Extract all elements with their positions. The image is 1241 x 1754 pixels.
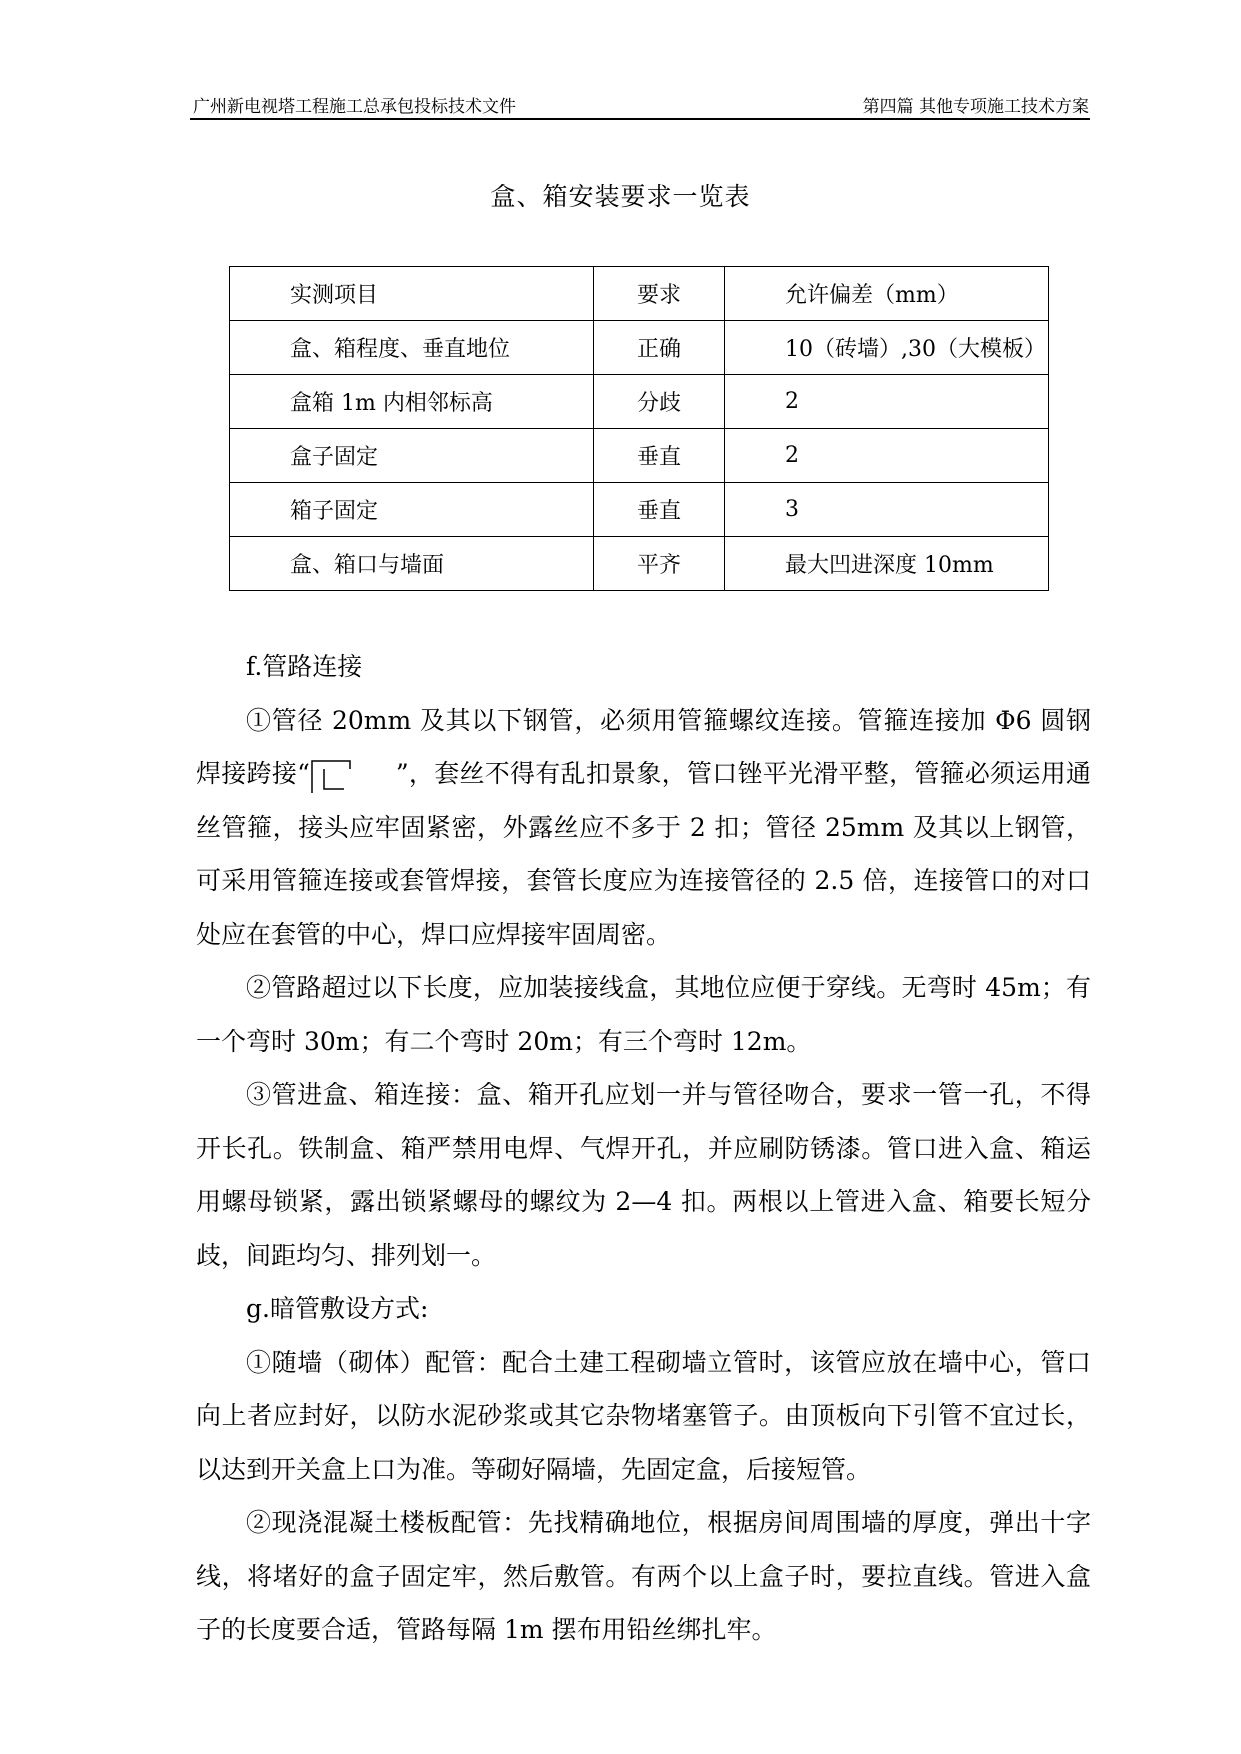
cell-requirement: 垂直 (594, 483, 725, 537)
paragraph-f2: ②管路超过以下长度，应加装接线盒，其地位应便于穿线。无弯时 45m；有一个弯时 30m；有二个弯时 20m；有三个弯时 12m。 (196, 973, 1091, 1056)
cell-tolerance: 最大凹进深度 10mm (725, 537, 1049, 591)
cell-tolerance: 2 (725, 375, 1049, 429)
table-row (230, 321, 1049, 375)
paragraph-f1-part-b: ”，套丝不得有乱扣景象，管口锉平光滑平整，管箍必须运用通丝管箍，接头应牢固紧密，外露丝应不多于 2 扣；管径 25mm 及其以上钢管，可采用管箍连接或套管焊接，套管长度应为连接管径的 2.5 倍，连接管口的对口处应在套管的中心，焊口应焊接牢固周密。 (196, 759, 1091, 949)
header-cell-requirement: 要求 (594, 267, 725, 321)
requirements-table (229, 266, 1049, 591)
cell-tolerance: 2 (725, 429, 1049, 483)
header-left-text: 广州新电视塔工程施工总承包投标技术文件 (193, 97, 516, 117)
cell-requirement: 平齐 (594, 537, 725, 591)
cell-item: 盒、箱口与墙面 (230, 537, 594, 591)
cell-item: 盒子固定 (230, 429, 594, 483)
header-cell-tolerance: 允许偏差（mm） (725, 267, 1049, 321)
paragraph-f1-part-a: ①管径 20mm 及其以下钢管，必须用管箍螺纹连接。管箍连接加 Φ6 圆钢焊接跨接“ (196, 705, 1091, 788)
paragraph-f3: ③管进盒、箱连接：盒、箱开孔应划一并与管径吻合，要求一管一孔，不得开长孔。铁制盒、箱严禁用电焊、气焊开孔，并应刷防锈漆。管口进入盒、箱运用螺母锁紧，露出锁紧螺母的螺纹为 2—4 扣。两根以上管进入盒、箱要长短分歧，间距均匀、排列划一。 (196, 1080, 1091, 1270)
cell-tolerance: 3 (725, 483, 1049, 537)
table-row (230, 429, 1049, 483)
table-title: 盒、箱安装要求一览表 (490, 182, 751, 211)
weld-jumper-symbol (310, 761, 396, 791)
table-row (230, 537, 1049, 591)
cell-requirement: 正确 (594, 321, 725, 375)
body-text (196, 640, 1091, 1657)
page-header (193, 92, 1089, 118)
table-row (230, 483, 1049, 537)
cell-requirement: 垂直 (594, 429, 725, 483)
cell-item: 盒、箱程度、垂直地位 (230, 321, 594, 375)
table-row (230, 375, 1049, 429)
header-rule (190, 118, 1090, 120)
table-header-row (230, 267, 1049, 321)
cell-item: 箱子固定 (230, 483, 594, 537)
header-right-text: 第四篇 其他专项施工技术方案 (862, 97, 1089, 117)
cell-tolerance: 10（砖墙）,30（大模板） (725, 321, 1049, 375)
paragraph-f1 (196, 694, 1091, 962)
paragraph-g2: ②现浇混凝土楼板配管：先找精确地位，根据房间周围墙的厚度，弹出十字线，将堵好的盒子固定牢，然后敷管。有两个以上盒子时，要拉直线。管进入盒子的长度要合适，管路每隔 1m 摆布用铅丝绑扎牢。 (196, 1508, 1091, 1644)
cell-requirement: 分歧 (594, 375, 725, 429)
header-cell-item: 实测项目 (230, 267, 594, 321)
cell-item: 盒箱 1m 内相邻标高 (230, 375, 594, 429)
section-g-heading: g.暗管敷设方式: (246, 1294, 429, 1323)
paragraph-g1: ①随墙（砌体）配管：配合土建工程砌墙立管时，该管应放在墙中心，管口向上者应封好，以防水泥砂浆或其它杂物堵塞管子。由顶板向下引管不宜过长，以达到开关盒上口为准。等砌好隔墙，先固定盒，后接短管。 (196, 1347, 1091, 1484)
section-f-heading: f.管路连接 (246, 652, 363, 681)
